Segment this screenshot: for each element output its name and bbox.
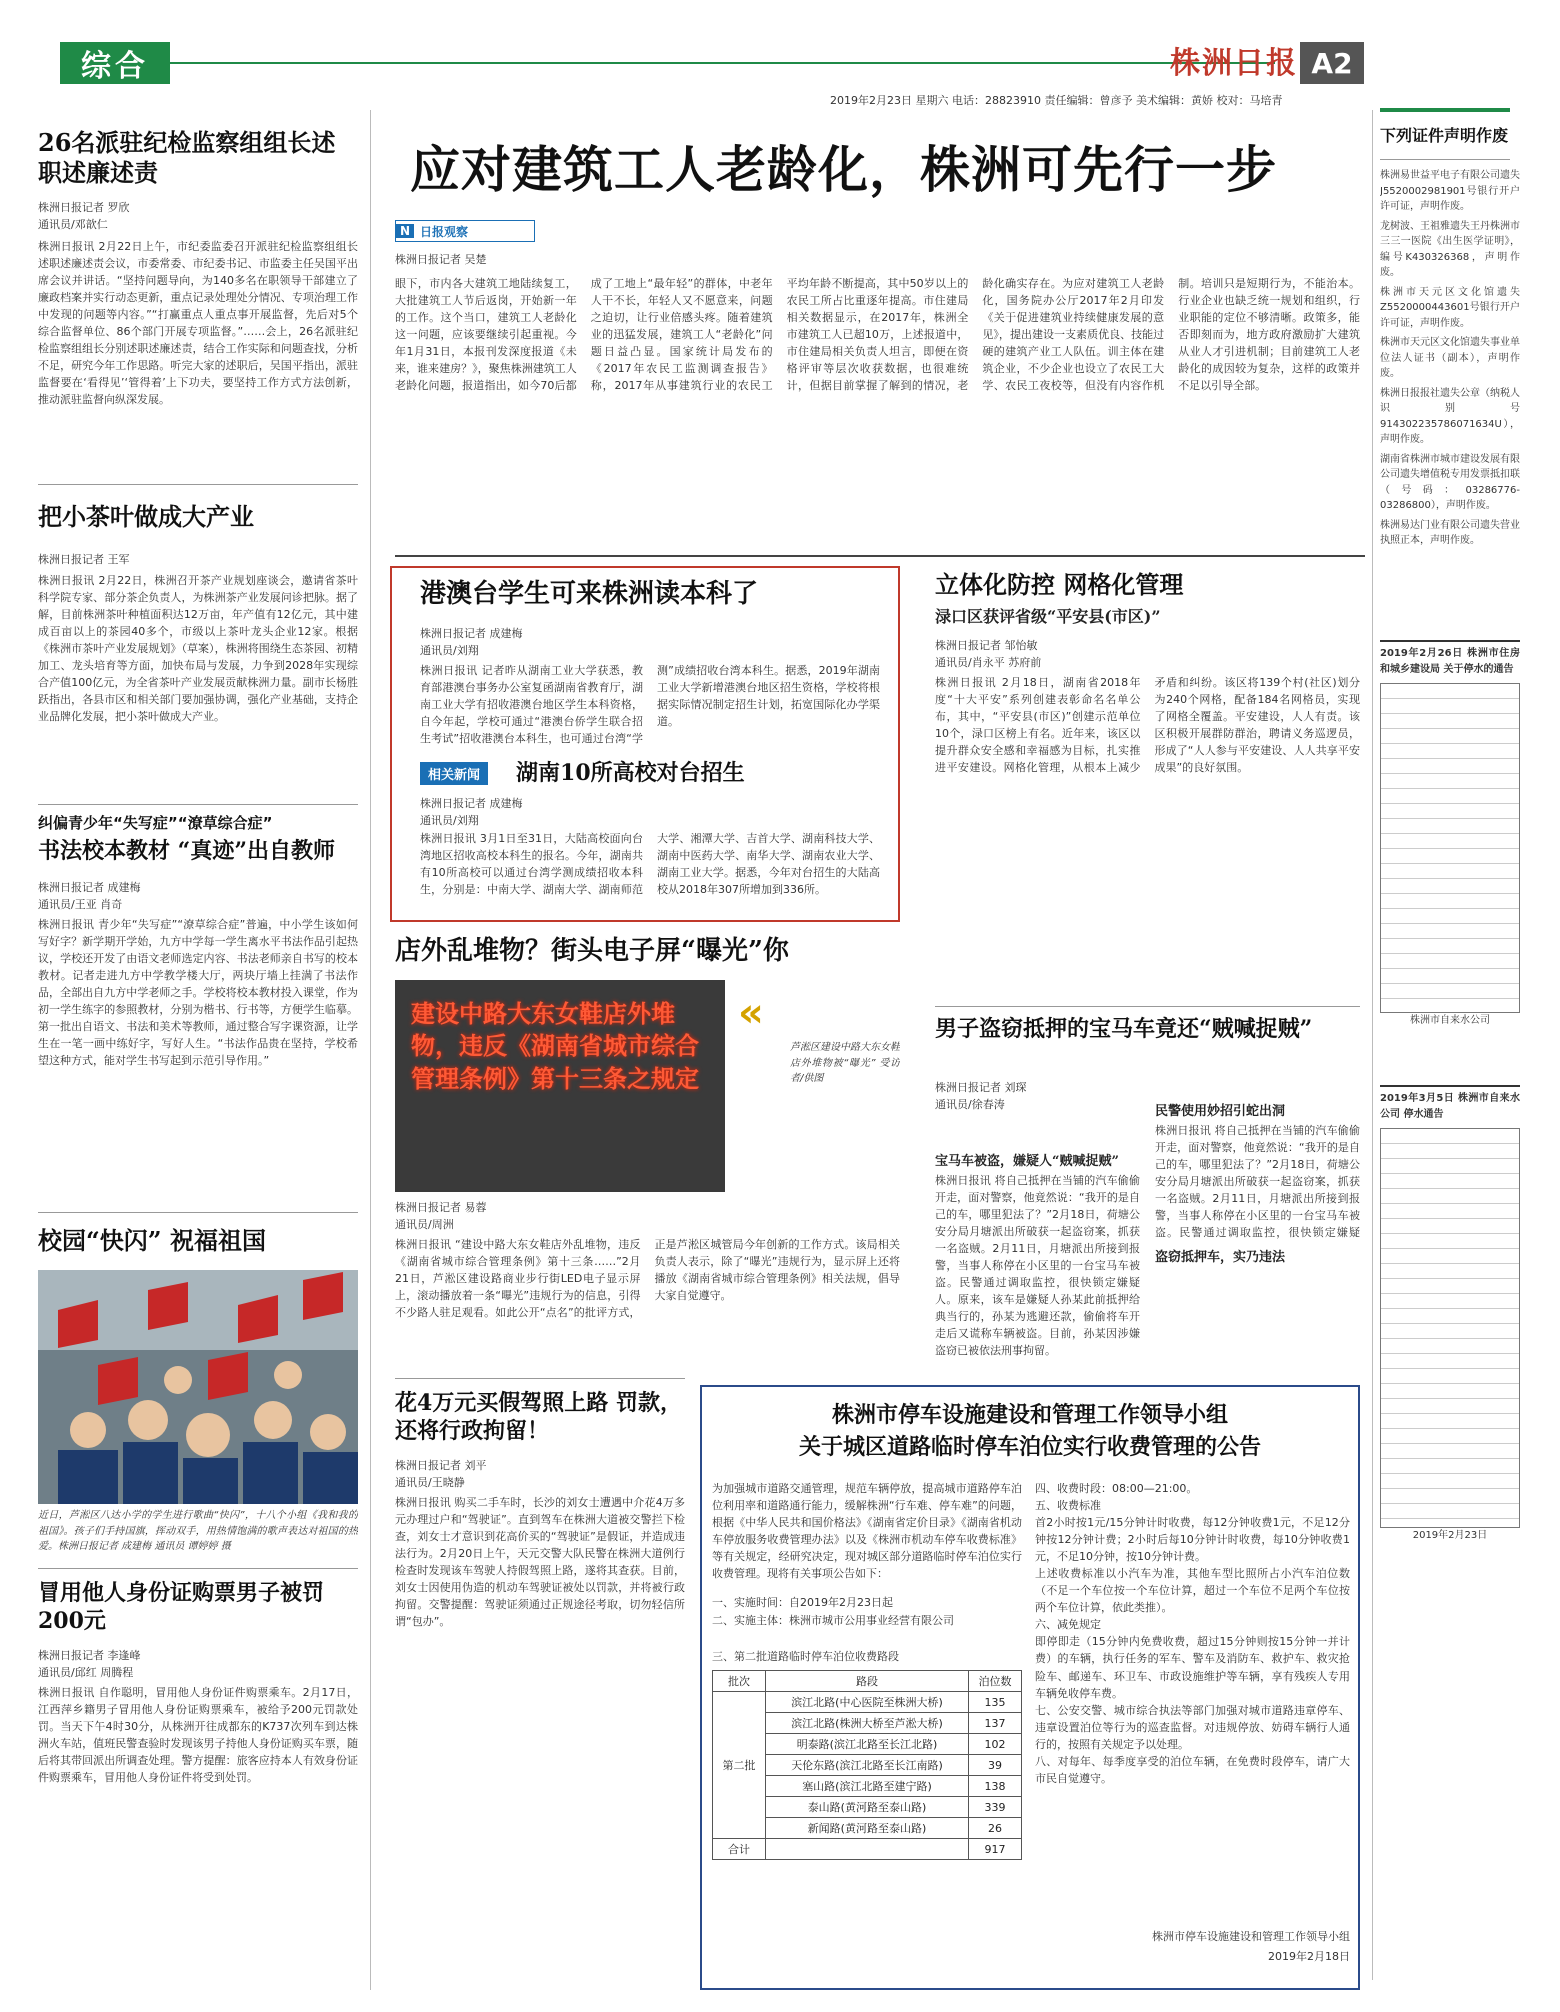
chevron-left-icon: « <box>738 990 764 1036</box>
article-subhead-c2-3: 盗窃抵押车，实乃违法 <box>1155 1250 1286 1265</box>
water-notice-2-table <box>1380 1128 1520 1528</box>
parking-notice-title-1: 株洲市停车设施建设和管理工作领导小组 <box>831 1402 1228 1428</box>
article-byline-c1: 株洲日报记者 邹怡敏 通讯员/肖永平 苏府前 <box>935 639 1042 669</box>
section-rule <box>170 62 1275 64</box>
water-notice-1-title: 2019年2月26日 株洲市住房和城乡建设局 关于停水的通告 <box>1380 648 1520 675</box>
photo-flashmob-illustration <box>38 1270 358 1504</box>
article-byline-1: 株洲日报记者 罗欣 通讯员/邓歆仁 <box>38 201 130 231</box>
article-body-c2-cont: 株洲日报讯 将自己抵押在当铺的汽车偷偷开走，面对警察，他竟然说：“我开的是自己的车，哪里犯法了？”2月18日，荷塘公安分局月塘派出所破获一起盗窃案，抓获一名盗贼。2月11日，月塘派出所接到报警，当事人称停在小区里的一台宝马车被盗。民警通过调取监控，很快锁定嫌疑 <box>1155 1124 1360 1240</box>
article-title-b2: 湖南10所高校对台招生 <box>516 760 745 786</box>
water-notice-1-table <box>1380 683 1520 1013</box>
divider <box>395 555 1365 557</box>
water-notice-2 <box>1380 1085 1520 1544</box>
article-byline-b4: 株洲日报记者 刘平 通讯员/王晓静 <box>395 1459 487 1489</box>
article-subhead-c2-2: 民警使用妙招引蛇出洞 <box>1155 1104 1286 1119</box>
notice-item: 株洲易世益平电子有限公司遗失J5520002981901号银行开户许可证，声明作废。 <box>1380 170 1520 212</box>
article-byline-b1: 株洲日报记者 成建梅 通讯员/刘翔 <box>420 627 523 657</box>
divider <box>38 1212 358 1213</box>
page-number: A2 <box>1300 42 1364 84</box>
main-headline: 应对建筑工人老龄化，株洲可先行一步 <box>410 140 1277 199</box>
article-body-2: 株洲日报讯 2月22日，株洲召开茶产业规划座谈会，邀请省茶叶科学院专家、部分茶企负责人，为株洲茶产业发展问诊把脉。据了解，目前株洲茶叶种植面积达12万亩，年产值有12亿元，其中建成百亩以上的茶园40多个，市级以上茶叶龙头企业12家。根据《株洲市茶叶产业发展规划》（草案），株洲将围绕生态茶园、初精加工、龙头培育等方面，加快布局与发展，力争到2028年实现综合产值100亿元，为全省茶叶产业发展贡献株洲力量。副市长杨胜跃指出，各县市区和相关部门要加强协调，强化产业基础，支持企业品牌化发展，把小茶叶做成大产业。 <box>38 574 358 724</box>
notice-item: 株洲市天元区文化馆遗失Z5520000443601号银行开户许可证，声明作废。 <box>1380 286 1520 329</box>
section-tag: 综合 <box>60 42 170 84</box>
table-cell: 39 <box>968 1755 1021 1776</box>
sidebar-rule <box>1372 110 1373 1980</box>
table-cell: 917 <box>968 1839 1021 1860</box>
table-cell: 明泰路(滨江北路至长江北路) <box>766 1734 969 1755</box>
water-notice-2-date: 2019年2月23日 <box>1412 1530 1488 1541</box>
article-body-b1: 株洲日报讯 记者昨从湖南工业大学获悉，教育部港澳台事务办公室复函湖南省教育厅，湖南工业大学有招收港澳台地区学生本科资格，自今年起，学校可通过“港澳台侨学生联合招生考试”招收港澳台本科生，也可通过台湾“学测”成绩招收台湾本科生。据悉，2019年湖南工业大学新增港澳台地区招生资格，学校将根据实际情况制定招生计划，拓宽国际化办学渠道。 <box>420 664 880 746</box>
main-tag <box>395 220 535 242</box>
led-sign-text: 建设中路大东女鞋店外堆物，违反《湖南省城市综合管理条例》第十三条之规定 <box>411 1000 699 1093</box>
divider <box>395 1378 685 1379</box>
divider <box>38 1568 358 1569</box>
parking-fee-table <box>712 1670 1022 1860</box>
table-cell: 天伦东路(滨江北路至长江南路) <box>766 1755 969 1776</box>
table-cell: 新闻路(黄河路至泰山路) <box>766 1818 969 1839</box>
article-title-2: 把小茶叶做成大产业 <box>38 502 254 531</box>
table-row <box>713 1692 1022 1713</box>
sidebar-header <box>1380 108 1510 160</box>
photo-caption: 近日，芦淞区八达小学的学生进行歌曲“快闪”，十八个小组《我和我的祖国》。孩子们手持国旗，挥动双手，用热情饱满的歌声表达对祖国的热爱。株洲日报记者 成建梅 通讯员 谭婷婷 摄 <box>38 1510 358 1552</box>
water-notice-1-sign: 株洲市自来水公司 <box>1410 1015 1490 1026</box>
notice-item: 株洲日报报社遗失公章（纳税人识别号914302235786071634U），声明作废。 <box>1380 387 1520 445</box>
table-cell: 135 <box>968 1692 1021 1713</box>
table-cell: 137 <box>968 1713 1021 1734</box>
article-title-3: 书法校本教材 “真迹”出自教师 <box>38 838 335 864</box>
table-header: 批次 <box>713 1671 766 1692</box>
main-tag-label: 日报观察 <box>420 224 469 239</box>
table-header: 泊位数 <box>968 1671 1021 1692</box>
article-title-1: 26名派驻纪检监察组组长述职述廉述责 <box>38 128 336 187</box>
water-notice-1 <box>1380 640 1520 1029</box>
table-cell: 138 <box>968 1776 1021 1797</box>
parking-notice-rules: 四、收费时段：08:00—21:00。 五、收费标准 首2小时按1元/15分钟计时收费，每12分钟收费1元，不足12分钟按12分钟计费；2小时后每10分钟计时收费，每10分钟收费1元，不足10分钟，按10分钟计费。 上述收费标准以小汽车为准，其他车型比照所占小汽车泊位数（不足一个车位按一个车位计算，超过一个车位不足两个车位按两个车位计算，依此类推）。 六、减免规定 即停即走（15分钟内免费收费，超过15分钟则按15分钟一并计费）的车辆，执行任务的军车、警车及消防车、救护车、救灾抢险车、邮递车、环卫车、市政设施维护等车辆，享有残疾人专用车辆免收停车费。 七、公安交警、城市综合执法等部门加强对城市道路违章停车、违章设置泊位等行为的巡查监督。对违规停放、妨碍车辆行人通行的，按照有关规定予以处理。 八、对每年、每季度享受的泊位车辆，在免费时段停车，请广大市民自觉遵守。 <box>1035 1482 1350 1785</box>
related-news-tag: 相关新闻 <box>420 762 488 785</box>
sidebar-title: 下列证件声明作废 <box>1380 125 1509 145</box>
table-total-row <box>713 1839 1022 1860</box>
main-body: 眼下，市内各大建筑工地陆续复工，大批建筑工人节后返岗，开始新一年的工作。这个当口，建筑工人老龄化这一问题，应该要继续引起重视。今年1月31日，本报刊发深度报道《未来，谁来建房？》，聚焦株洲建筑工人老龄化问题，报道指出，如今70后都成了工地上“最年轻”的群体，中老年人干不长，年轻人又不愿意来，问题之迫切，让行业倍感头疼。随着建筑业的迅猛发展，建筑工人“老龄化”问题日益凸显。国家统计局发布的《2017年农民工监测调查报告》称，2017年从事建筑行业的农民工平均年龄不断提高，其中50岁以上的农民工所占比重逐年提高。市住建局相关数据显示，在2017年，株洲全市建筑工人已超10万，上述报道中，市住建局相关负责人坦言，即便在资格评审等层次收获数据，也很难统计，但据目前掌握了解到的情况，老龄化确实存在。为应对建筑工人老龄化，国务院办公厅2017年2月印发《关于促进建筑业持续健康发展的意见》，提出建设一支素质优良、技能过硬的建筑产业工人队伍。训主体在建筑企业，不少企业也设立了农民工大学、农民工夜校等，但没有内容作机制。培训只是短期行为，不能治本。行业企业也缺乏统一规划和组织，行业职能的定位不够清晰。政策多，能否即刻而为，地方政府激励扩大建筑从业人才引进机制；目前建筑工人老龄化的成因较为复杂，这样的政策并不足以引导全部。 <box>395 277 1360 393</box>
article-byline-b3: 株洲日报记者 易蓉 通讯员/周洲 <box>395 1201 487 1231</box>
dateline: 2019年2月23日 星期六 电话：28823910 责任编辑：曾彦予 美术编辑：黄娇 校对：马培青 <box>830 94 1283 107</box>
led-sign-caption: 芦淞区建设中路大东女鞋店外堆物被“曝光” 受访者/供图 <box>790 1042 900 1084</box>
notice-item: 株洲市天元区文化馆遗失事业单位法人证书（副本），声明作废。 <box>1380 337 1520 379</box>
parking-notice-item-3: 三、第二批道路临时停车泊位收费路段 <box>712 1650 899 1663</box>
table-batch-cell: 第二批 <box>713 1692 766 1839</box>
article-byline-b2: 株洲日报记者 成建梅 通讯员/刘翔 <box>420 797 523 827</box>
table-cell <box>766 1839 969 1860</box>
article-body-3: 株洲日报讯 青少年“失写症”“潦草综合症”普遍，中小学生该如何写好字？新学期开学始，九方中学每一学生离水平书法作品引起热议，学校还开发了由语文老师选定内容、书法老师亲自书写的校本教材。记者走进九方中学教学楼大厅，两块厅墙上挂满了书法作品，全部出自九方中学老师之手。学校将校本教材投入课堂，作为初一学生练字的参照教材，分别为楷书、行书等，方便学生临摹。第一批出自语文、书法和美术等教师，通过整合写字课资源，让学生在一笔一画中练好字，写好人生。“书法作品贵在坚持，学校希望这种方式，能对学生书写起到示范引导作用。” <box>38 918 358 1068</box>
article-title-c1: 立体化防控 网格化管理 <box>935 570 1184 599</box>
parking-notice-date: 2019年2月18日 <box>1268 1950 1350 1963</box>
article-byline-2: 株洲日报记者 王军 <box>38 553 130 566</box>
parking-notice-item-1: 一、实施时间：自2019年2月23日起 <box>712 1596 893 1609</box>
article-body-c1: 株洲日报讯 2月18日，湖南省2018年度“十大平安”系列创建表彰命名名单公布，其中，“平安县(市区)”创建示范单位10个，渌口区榜上有名。近年来，该区以提升群众安全感和幸福感为目标，扎实推进平安建设。网格化管理，从根本上减少矛盾和纠纷。该区将139个村(社区)划分为240个网格，配备184名网格员，实现了网格全覆盖。平安建设，人人有责。该区积极开展群防群治，聘请义务巡逻员，形成了“人人参与平安建设、人人共享平安成果”的良好氛围。 <box>935 676 1360 775</box>
table-cell: 滨江北路(株洲大桥至芦淞大桥) <box>766 1713 969 1734</box>
notice-item: 株洲易达门业有限公司遗失营业执照正本，声明作废。 <box>1380 519 1520 546</box>
article-byline-5: 株洲日报记者 李逢峰 通讯员/邱红 周腾程 <box>38 1649 141 1679</box>
column-rule <box>370 110 371 1990</box>
table-cell: 合计 <box>713 1839 766 1860</box>
article-body-5: 株洲日报讯 自作聪明，冒用他人身份证件购票乘车。2月17日，江西萍乡籍男子冒用他人身份证购票乘车，被给予200元罚款处罚。当天下午4时30分，从株洲开往成都东的K737次列车到达株洲火车站，值班民警查验时发现该男子持他人身份证购买车票，随后将其带回派出所调查处理。警方提醒：旅客应持本人有效身份证件购票乘车，冒用他人身份证件将受到处罚。 <box>38 1686 358 1785</box>
main-tag-icon: N <box>396 224 414 238</box>
table-cell: 塞山路(滨江北路至建宁路) <box>766 1776 969 1797</box>
article-title-b4: 花4万元买假驾照上路 罚款，还将行政拘留！ <box>395 1390 682 1444</box>
parking-notice-intro: 为加强城市道路交通管理，规范车辆停放，提高城市道路停车泊位利用率和道路通行能力，缓解株洲“行车难、停车难”的问题，根据《中华人民共和国价格法》《湖南省定价目录》《湖南省机动车停放服务收费管理办法》以及《株洲市机动车停车收费标准》等有关规定，经研究决定，现对城区部分道路临时停车泊位实行收费管理。现将有关事项公告如下： <box>712 1482 1022 1581</box>
article-kicker-3: 纠偏青少年“失写症”“潦草综合症” <box>38 814 273 832</box>
divider <box>935 1006 1360 1007</box>
parking-notice-item-2: 二、实施主体：株洲市城市公用事业经营有限公司 <box>712 1614 954 1627</box>
parking-notice-signer: 株洲市停车设施建设和管理工作领导小组 <box>1152 1930 1350 1943</box>
article-title-c2: 男子盗窃抵押的宝马车竟还“贼喊捉贼” <box>935 1016 1313 1042</box>
table-cell: 滨江北路(中心医院至株洲大桥) <box>766 1692 969 1713</box>
table-header-row <box>713 1671 1022 1692</box>
related-news-row <box>420 760 745 788</box>
table-header: 路段 <box>766 1671 969 1692</box>
article-body-b2: 株洲日报讯 3月1日至31日，大陆高校面向台湾地区招收高校本科生的报名。今年，湖南共有10所高校可以通过台湾学测成绩招收本科生，分别是：中南大学、湖南大学、湖南师范大学、湘潭大学、吉首大学、湖南科技大学、湖南中医药大学、南华大学、湖南农业大学、湖南工业大学。据悉，今年对台招生的大陆高校从2018年307所增加到336所。 <box>420 832 880 897</box>
article-subtitle-c1: 渌口区获评省级“平安县(市区)” <box>935 607 1161 626</box>
article-title-5: 冒用他人身份证购票男子被罚200元 <box>38 1580 325 1634</box>
table-cell: 泰山路(黄河路至泰山路) <box>766 1797 969 1818</box>
table-cell: 339 <box>968 1797 1021 1818</box>
article-title-b3: 店外乱堆物？街头电子屏“曝光”你 <box>395 936 789 966</box>
article-body-c2: 株洲日报讯 将自己抵押在当铺的汽车偷偷开走，面对警察，他竟然说：“我开的是自己的车，哪里犯法了？”2月18日，荷塘公安分局月塘派出所破获一起盗窃案，抓获一名盗贼。2月11日，月塘派出所接到报警，当事人称停在小区里的一台宝马车被盗。民警通过调取监控，很快锁定嫌疑人。原来，该车是嫌疑人孙某此前抵押给典当行的，孙某为逃避还款，偷偷将车开走后又谎称车辆被盗。目前，孙某因涉嫌盗窃已被依法刑事拘留。 <box>935 1174 1140 1358</box>
table-cell: 26 <box>968 1818 1021 1839</box>
article-title-4: 校园“快闪” 祝福祖国 <box>38 1226 266 1255</box>
main-byline: 株洲日报记者 吴楚 <box>395 253 487 266</box>
article-byline-c2: 株洲日报记者 刘琛 通讯员/徐春涛 <box>935 1081 1027 1111</box>
notice-item: 湖南省株洲市城市建设发展有限公司遗失增值税专用发票抵扣联（号码：03286776-03286800），声明作废。 <box>1380 453 1520 511</box>
notice-item: 龙树波、王祖雅遗失王丹株洲市三三一医院《出生医学证明》，编号K430326368，声明作废。 <box>1380 220 1520 278</box>
article-title-b1: 港澳台学生可来株洲读本科了 <box>420 579 759 609</box>
article-subhead-c2-1: 宝马车被盗，嫌疑人“贼喊捉贼” <box>935 1154 1119 1169</box>
article-body-b4: 株洲日报讯 购买二手车时，长沙的刘女士遭遇中介花4万多元办理过户和“驾驶证”。直到驾车在株洲大道被交警拦下检查，刘女士才意识到花高价买的“驾驶证”是假证，并造成违法行为。2月20日上午，天元交警大队民警在株洲大道例行检查时发现该车驾驶人持假驾照上路，遂将其查获。目前，刘女士因使用伪造的机动车驾驶证被处以罚款，并将被行政拘留。交警提醒：驾驶证须通过正规途径考取，切勿轻信所谓“包办”。 <box>395 1496 685 1629</box>
parking-notice-title-2: 关于城区道路临时停车泊位实行收费管理的公告 <box>798 1434 1261 1460</box>
table-cell: 102 <box>968 1734 1021 1755</box>
masthead-logo: 株洲日报 <box>1170 46 1298 81</box>
led-sign-photo <box>395 980 725 1192</box>
article-byline-3: 株洲日报记者 成建梅 通讯员/王亚 肖奇 <box>38 881 141 911</box>
divider <box>38 804 358 805</box>
article-body-b3: 株洲日报讯 “建设中路大东女鞋店外乱堆物，违反《湖南省城市综合管理条例》第十三条……”2月21日，芦淞区建设路商业步行街LED电子显示屏上，滚动播放着一条“曝光”违规行为的信息，引得不少路人驻足观看。如此公开“点名”的批评方式，正是芦淞区城管局今年创新的工作方式。该局相关负责人表示，除了“曝光”违规行为，显示屏上还将播放《湖南省城市综合管理条例》相关法规，倡导大家自觉遵守。 <box>395 1238 900 1320</box>
photo-flashmob <box>38 1270 358 1504</box>
sidebar-notices <box>1380 168 1520 628</box>
divider <box>38 484 358 485</box>
water-notice-2-title: 2019年3月5日 株洲市自来水公司 停水通告 <box>1380 1093 1520 1120</box>
article-body-1: 株洲日报讯 2月22日上午，市纪委监委召开派驻纪检监察组组长述职述廉述责会议，市委常委、市纪委书记、市监委主任吴国平出席会议并讲话。“坚持问题导向，为140多名在职领导干部建立了廉政档案并实行动态更新，重点记录处理处分情况、专项治理工作中发现的问题等内容。”“打赢重点人重点事开展监督，先后对5个综合监督单位、86个部门开展专项监督。”……会上，26名派驻纪检监察组组长分别述职述廉述责，结合工作实际和问题查找，分析不足，研究今年工作思路。听完大家的述职后，吴国平指出，派驻监督要在‘看得见’‘管得着’上下功夫，要坚持工作方式方法创新，推动派驻监督向纵深发展。 <box>38 240 358 407</box>
